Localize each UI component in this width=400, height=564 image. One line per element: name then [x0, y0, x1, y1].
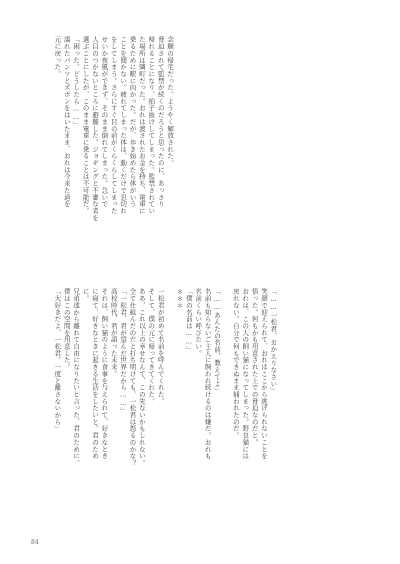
text-line: 「……一松君、おかえりなさい」 — [269, 288, 278, 394]
text-line: 戻れない。自分で何もできぬまま捕われたのだ。 — [231, 288, 240, 439]
text-line: ことを聞かない。疲れてしまった体は、動くだけで息切れ — [119, 36, 128, 215]
text-line: 「大好きだよ、一松君。一度と離さないから」 — [53, 288, 62, 432]
text-line: 兄弟達から離れて自由になりたいと言った、君のために。 — [72, 288, 81, 467]
text-line: せいか夜風ができず、そのまま倒れてしまった。急いで — [100, 36, 109, 208]
text-line: 「僕の名前は……」 — [184, 288, 193, 353]
text-line: 名前くらい呼びたい。 — [194, 288, 203, 357]
text-line: に。 — [81, 288, 90, 302]
text-line: 選ぶことにしたが、このまま電車に乗ることは不可能だ。 — [81, 36, 90, 215]
text-line: 僕はこの空間を用意した。 — [62, 288, 71, 371]
text-line: おれは、この人の飼い猫になってしまった。野良猫には — [241, 288, 250, 460]
upper-text-block — [52, 36, 174, 306]
text-line: 帰れることになり、拍子抜けしてしまった。監禁されてい — [147, 36, 156, 215]
text-line: 悟った。何もかも用意された上での脅迫なのだと。 — [250, 288, 259, 446]
text-line: 元に戻った。 — [53, 36, 62, 78]
text-line: 念願の帰宅だった。ようやく解放された。 — [166, 36, 175, 167]
text-line: 一松君が初めて名前を呼んでくれた。 — [156, 288, 165, 405]
text-line: そして、僕の元に帰ってきてくれた。 — [147, 288, 156, 405]
text-line: た場所は隣町だった。おれは渡されたお金を持ち、電車に — [137, 36, 146, 215]
text-line: 「困った。どうしたら……」 — [72, 36, 81, 129]
text-line: 「……あんたの名前、教えてよ」 — [213, 288, 222, 394]
lower-text-block — [52, 288, 277, 536]
text-line: 名前も知らないご主人に飼われ続けるのは嫌だ。おれも — [203, 288, 212, 460]
text-line: 高校時代、君が語った未来。 — [109, 288, 118, 378]
scene-break: ＊＊＊ — [175, 288, 184, 309]
text-line: 「一松君、君が望んだ世界だから……」 — [119, 288, 128, 415]
text-line: ああ、これ以上の幸せなんて、この先ないかもしれない。 — [137, 288, 146, 467]
text-line: 人目のつかないところに避難した。ジョギングと不審な者を — [90, 36, 99, 221]
page-number: 84 — [31, 539, 39, 546]
text-line: をしてしまう。さらにすぐ目の前がくらくらしてしまった — [109, 36, 118, 215]
text-line: 濡れたパンツとズボンをはいたまま、おれは今来た道を — [62, 36, 71, 208]
text-line: 全て仕組んだのだと打ち明けても、一松君は怒るのかな？ — [128, 288, 137, 467]
text-line: それは、飼い猫のように食事を与えられて、好きなとき — [100, 288, 109, 460]
text-line — [165, 288, 174, 536]
text-line: 脅迫されて監禁が続くのだろうと思ったのに、あっさり — [156, 36, 165, 208]
text-line: 乗るために駅に向かった。だが、歩き始めたら体がいう — [128, 36, 137, 208]
text-line — [221, 288, 230, 536]
text-line: に寝て、好きなときに起きる生活をしたいと。君のため — [90, 288, 99, 460]
text-line: 笑顔で迎えられて、おれはここから逃げられないことを — [259, 288, 268, 460]
